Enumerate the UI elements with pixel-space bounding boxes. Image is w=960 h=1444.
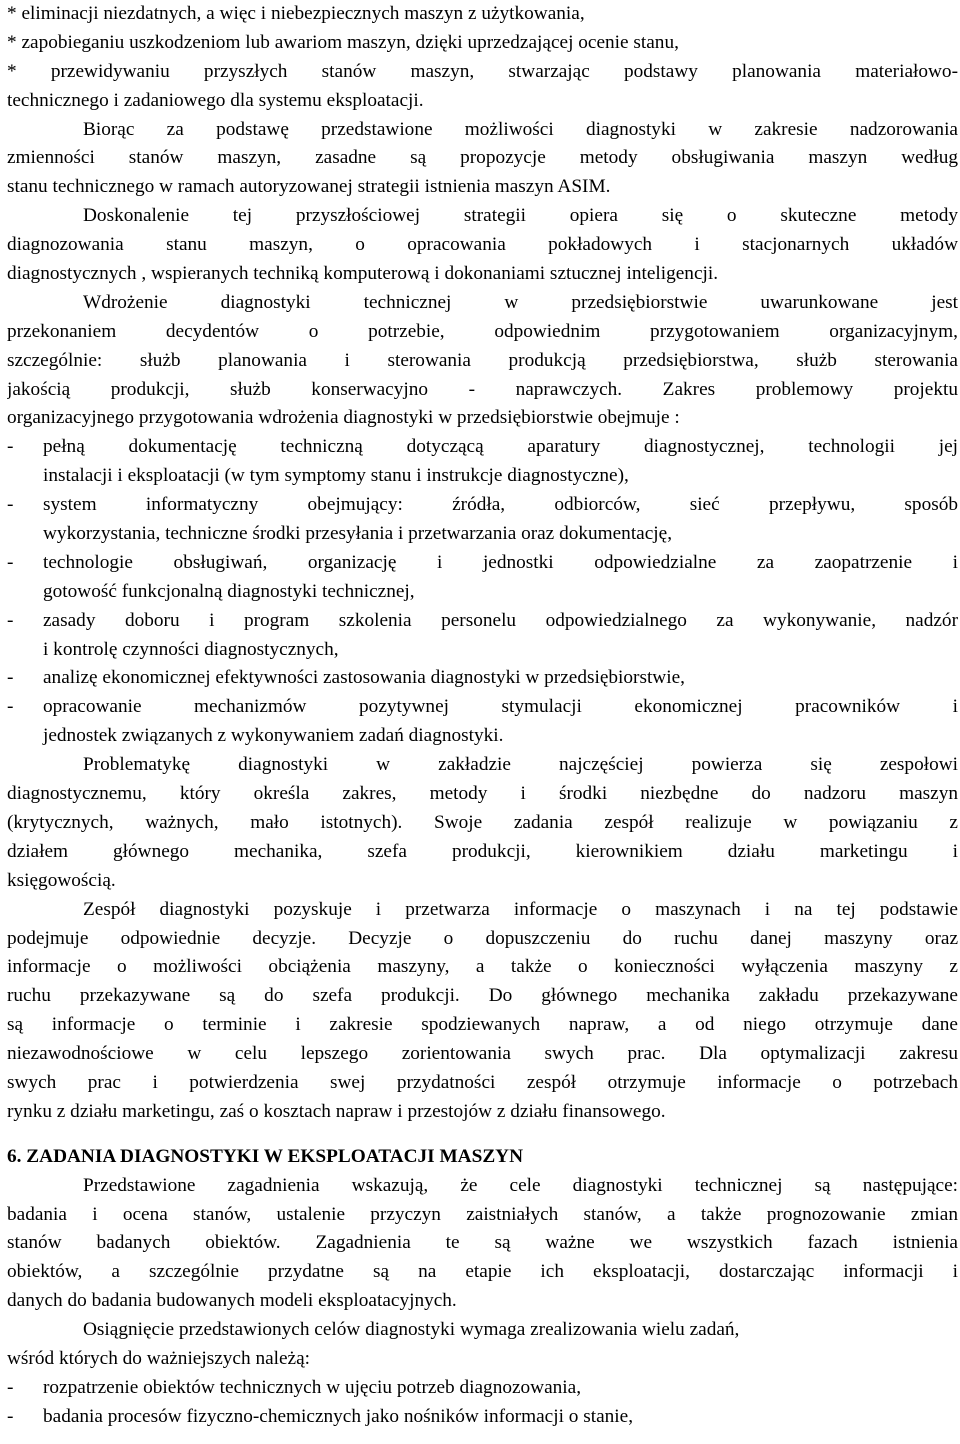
text-line: * zapobieganiu uszkodzeniom lub awariom maszyn, dzięki uprzedzającej ocenie stanu, [7,31,679,53]
list-item [7,693,958,722]
bullet-list-1 [7,433,958,751]
text-line: diagnostycznych , wspieranych techniką komputerową i dokonaniami sztucznej inteligencji. [7,263,719,285]
list-item [7,607,958,636]
list-item [7,1374,958,1403]
list-item-text: zasady doboru i program szkolenia personelu odpowiedzialnego za wykonywanie, nadzór [43,609,958,631]
spacer [7,1127,958,1143]
text-line: informacje o możliwości obciążenia maszyny, a także o konieczności wyłączenia maszyny z [7,956,958,978]
bullet-dash: - [7,551,14,573]
text-line: stanów badanych obiektów. Zagadnienia te są ważne we wszystkich fazach istnienia [7,1232,958,1254]
list-item [7,664,958,693]
text-line: podejmuje odpowiednie decyzje. Decyzje o dopuszczeniu do ruchu danej maszyny oraz [7,927,958,949]
text-line: zmienności stanów maszyn, zasadne są propozycje metody obsługiwania maszyn według [7,147,958,169]
text-line: organizacyjnego przygotowania wdrożenia diagnostyki w przedsiębiorstwie obejmuje : [7,407,680,429]
text-line: * przewidywaniu przyszłych stanów maszyn, stwarzając podstawy planowania materiałowo- [7,60,958,82]
text-line: badania i ocena stanów, ustalenie przyczyn zaistniałych stanów, a także prognozowanie zmian [7,1203,958,1225]
bullet-list-2 [7,1374,958,1432]
list-item [7,549,958,578]
list-item-continuation: jednostek związanych z wykonywaniem zadań diagnostyki. [43,725,504,747]
text-line: Problematykę diagnostyki w zakładzie najczęściej powierza się zespołowi [83,754,958,776]
text-line: działem głównego mechanika, szefa produkcji, kierownikiem działu marketingu i [7,840,958,862]
text-line: (krytycznych, ważnych, mało istotnych). Swoje zadania zespół realizuje w powiązaniu z [7,811,958,833]
bullet-dash: - [7,696,14,718]
text-line: stanu technicznego w ramach autoryzowanej strategii istnienia maszyn ASIM. [7,176,611,198]
list-item [7,1403,958,1432]
list-item [7,433,958,462]
list-item-text: badania procesów fizyczno-chemicznych jako nośników informacji o stanie, [43,1405,634,1427]
bullet-dash: - [7,1376,14,1398]
list-item-text: pełną dokumentację techniczną dotyczącą aparatury diagnostycznej, technologii jej [43,436,958,458]
text-line: Biorąc za podstawę przedstawione możliwości diagnostyki w zakresie nadzorowania [83,118,958,140]
bullet-dash: - [7,436,14,458]
text-line: obiektów, a szczególnie przydatne są na etapie ich eksploatacji, dostarczając informacji i [7,1261,958,1283]
text-line: rynku z działu marketingu, zaś o kosztach napraw i przestojów z działu finansowego. [7,1100,666,1122]
bullet-dash: - [7,1405,14,1427]
list-item-continuation: i kontrolę czynności diagnostycznych, [43,638,339,660]
intro-block [7,0,958,433]
text-line: księgowością. [7,869,116,891]
text-line: danych do badania budowanych modeli eksploatacyjnych. [7,1290,457,1312]
text-line: Wdrożenie diagnostyki technicznej w przedsiębiorstwie uwarunkowane jest [83,291,958,313]
list-item-text: opracowanie mechanizmów pozytywnej stymulacji ekonomicznej pracowników i [43,696,958,718]
text-line: diagnozowania stanu maszyn, o opracowania pokładowych i stacjonarnych układów [7,234,958,256]
text-line: jakością produkcji, służb konserwacyjno - naprawczych. Zakres problemowy projektu [7,378,958,400]
bullet-dash: - [7,494,14,516]
list-item-text: technologie obsługiwań, organizację i jednostki odpowiedzialne za zaopatrzenie i [43,551,958,573]
text-line: są informacje o terminie i zakresie spodziewanych napraw, a od niego otrzymuje dane [7,1014,958,1036]
text-line: technicznego i zadaniowego dla systemu eksploatacji. [7,89,424,111]
text-line: diagnostycznemu, który określa zakres, metody i środki niezbędne do nadzoru maszyn [7,783,958,805]
list-item-text: rozpatrzenie obiektów technicznych w ujęciu potrzeb diagnozowania, [43,1376,582,1398]
text-line: Doskonalenie tej przyszłościowej strategii opiera się o skuteczne metody [83,205,958,227]
text-line: swych prac i potwierdzenia swej przydatności zespół otrzymuje informacje o potrzebach [7,1071,958,1093]
text-line: szczególnie: służb planowania i sterowania produkcją przedsiębiorstwa, służb sterowania [7,349,958,371]
text-line: wśród których do ważniejszych należą: [7,1347,311,1369]
list-item-text: analizę ekonomicznej efektywności zastosowania diagnostyki w przedsiębiorstwie, [43,667,685,689]
text-line: Przedstawione zagadnienia wskazują, że cele diagnostyki technicznej są następujące: [83,1174,958,1196]
list-item-continuation: instalacji i eksploatacji (w tym symptomy stanu i instrukcje diagnostyczne), [43,465,629,487]
bullet-dash: - [7,609,14,631]
text-line: Osiągnięcie przedstawionych celów diagnostyki wymaga zrealizowania wielu zadań, [83,1319,740,1341]
list-item-text: system informatyczny obejmujący: źródła, odbiorców, sieć przepływu, sposób [43,494,958,516]
text-line: * eliminacji niezdatnych, a więc i niebezpiecznych maszyn z użytkowania, [7,3,585,24]
text-line: niezawodnościowe w celu lepszego zorientowania swych prac. Dla optymalizacji zakresu [7,1043,958,1065]
list-item-continuation: gotowość funkcjonalną diagnostyki technicznej, [43,580,415,602]
text-line: ruchu przekazywane są do szefa produkcji. Do głównego mechanika zakładu przekazywane [7,985,958,1007]
list-item [7,491,958,520]
paragraph-block-3 [7,1172,958,1374]
bullet-dash: - [7,667,14,689]
paragraph-block-2 [7,751,958,1127]
document-page [7,0,958,1432]
list-item-continuation: wykorzystania, techniczne środki przesyłania i przetwarzania oraz dokumentację, [43,523,673,545]
text-line: przekonaniem decydentów o potrzebie, odpowiednim przygotowaniem organizacyjnym, [7,320,958,342]
section-heading: 6. ZADANIA DIAGNOSTYKI W EKSPLOATACJI MASZYN [7,1145,524,1167]
text-line: Zespół diagnostyki pozyskuje i przetwarza informacje o maszynach i na tej podstawie [83,898,958,920]
